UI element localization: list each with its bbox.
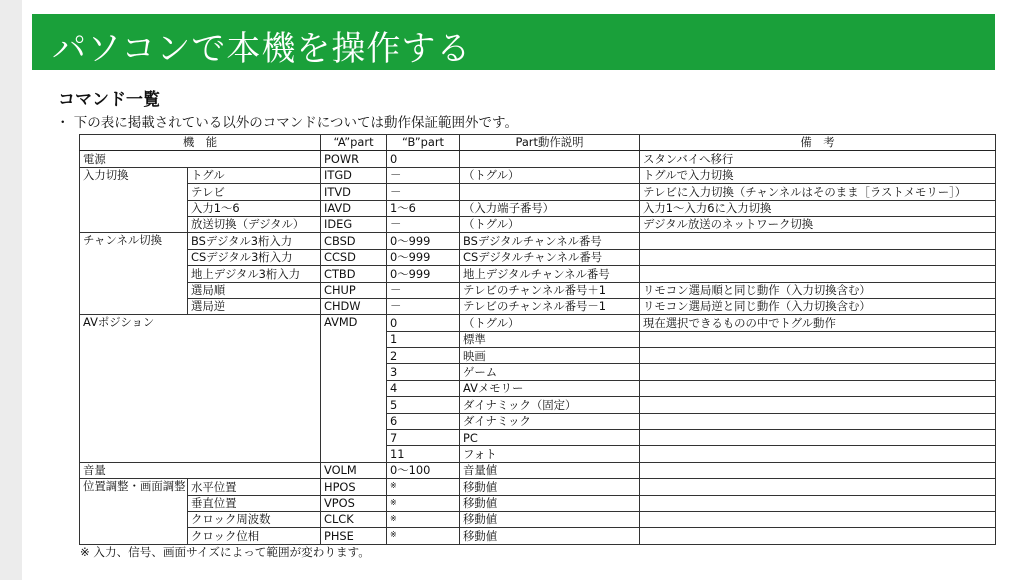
remarks-cell: デジタル放送のネットワーク切換 <box>640 216 996 232</box>
header-remarks: 備 考 <box>640 135 996 151</box>
a-part-cell: IAVD <box>321 200 387 216</box>
description-cell: ゲーム <box>460 364 640 380</box>
description-cell: PC <box>460 430 640 446</box>
description-cell: （入力端子番号） <box>460 200 640 216</box>
description-cell: 移動値 <box>460 528 640 544</box>
b-part-cell: 2 <box>387 348 460 364</box>
b-part-cell: 0～999 <box>387 233 460 249</box>
header-description: Part動作説明 <box>460 135 640 151</box>
table-row <box>80 184 996 200</box>
function-group-cell: 位置調整・画面調整 <box>80 479 188 545</box>
b-part-cell: ※ <box>387 495 460 511</box>
remarks-cell <box>640 348 996 364</box>
description-cell <box>460 151 640 167</box>
remarks-cell: リモコン選局逆と同じ動作（入力切換含む） <box>640 298 996 314</box>
sub-function-cell: 選局順 <box>188 282 321 298</box>
range-footnote: ※ 入力、信号、画面サイズによって範囲が変わります。 <box>80 545 370 559</box>
b-part-cell: 0～999 <box>387 266 460 282</box>
header-function: 機 能 <box>80 135 321 151</box>
remarks-cell <box>640 413 996 429</box>
remarks-cell: 入力1～入力6に入力切換 <box>640 200 996 216</box>
description-cell: 映画 <box>460 348 640 364</box>
a-part-cell: ITVD <box>321 184 387 200</box>
b-part-cell: 4 <box>387 380 460 396</box>
a-part-cell: CHUP <box>321 282 387 298</box>
remarks-cell <box>640 511 996 527</box>
sub-function-cell: 地上デジタル3桁入力 <box>188 266 321 282</box>
remarks-cell <box>640 380 996 396</box>
table-row <box>80 200 996 216</box>
table-row <box>80 528 996 544</box>
description-cell: 移動値 <box>460 479 640 495</box>
header-a-part: “A”part <box>321 135 387 151</box>
description-cell: AVメモリー <box>460 380 640 396</box>
table-row <box>80 249 996 265</box>
remarks-cell <box>640 528 996 544</box>
sub-function-cell: クロック周波数 <box>188 511 321 527</box>
sub-function-cell: 選局逆 <box>188 298 321 314</box>
a-part-cell: ITGD <box>321 167 387 183</box>
description-cell: 移動値 <box>460 511 640 527</box>
remarks-cell <box>640 462 996 478</box>
b-part-cell: 6 <box>387 413 460 429</box>
page-title: パソコンで本機を操作する <box>52 29 472 69</box>
b-part-cell: － <box>387 184 460 200</box>
description-cell: （トグル） <box>460 315 640 331</box>
table-row <box>80 479 996 495</box>
a-part-cell: PHSE <box>321 528 387 544</box>
b-part-cell: 0 <box>387 151 460 167</box>
table-row <box>80 511 996 527</box>
table-header-row <box>80 135 996 151</box>
function-cell: 音量 <box>80 462 321 478</box>
description-cell: ダイナミック（固定） <box>460 397 640 413</box>
command-table <box>79 134 996 545</box>
a-part-cell: IDEG <box>321 216 387 232</box>
header-b-part: “B”part <box>387 135 460 151</box>
sub-function-cell: CSデジタル3桁入力 <box>188 249 321 265</box>
function-group-cell: チャンネル切換 <box>80 233 188 315</box>
table-row <box>80 266 996 282</box>
description-cell: 音量値 <box>460 462 640 478</box>
a-part-cell: CTBD <box>321 266 387 282</box>
remarks-cell <box>640 397 996 413</box>
remarks-cell <box>640 364 996 380</box>
description-cell: （トグル） <box>460 216 640 232</box>
sub-function-cell: トグル <box>188 167 321 183</box>
sub-function-cell: 垂直位置 <box>188 495 321 511</box>
remarks-cell: 現在選択できるものの中でトグル動作 <box>640 315 996 331</box>
remarks-cell <box>640 495 996 511</box>
b-part-cell: 0～999 <box>387 249 460 265</box>
description-cell: 標準 <box>460 331 640 347</box>
description-cell: 地上デジタルチャンネル番号 <box>460 266 640 282</box>
table-row <box>80 462 996 478</box>
table-row <box>80 233 996 249</box>
sub-function-cell: 放送切換（デジタル） <box>188 216 321 232</box>
a-part-cell: CCSD <box>321 249 387 265</box>
table-row <box>80 315 996 331</box>
remarks-cell: スタンバイへ移行 <box>640 151 996 167</box>
remarks-cell <box>640 479 996 495</box>
sub-function-cell: テレビ <box>188 184 321 200</box>
b-part-cell: － <box>387 167 460 183</box>
left-gutter <box>0 0 23 580</box>
b-part-cell: 1 <box>387 331 460 347</box>
b-part-cell: 7 <box>387 430 460 446</box>
b-part-cell: ※ <box>387 479 460 495</box>
b-part-cell: 1～6 <box>387 200 460 216</box>
table-row <box>80 151 996 167</box>
table-row <box>80 216 996 232</box>
b-part-cell: 0 <box>387 315 460 331</box>
description-cell <box>460 184 640 200</box>
description-cell: （トグル） <box>460 167 640 183</box>
sub-function-cell: 入力1～6 <box>188 200 321 216</box>
remarks-cell <box>640 233 996 249</box>
remarks-cell <box>640 331 996 347</box>
section-heading: コマンド一覧 <box>58 90 160 110</box>
warranty-note: ・ 下の表に掲載されている以外のコマンドについては動作保証範囲外です。 <box>56 115 518 131</box>
b-part-cell: ※ <box>387 528 460 544</box>
remarks-cell <box>640 249 996 265</box>
remarks-cell <box>640 430 996 446</box>
a-part-cell: CLCK <box>321 511 387 527</box>
description-cell: テレビのチャンネル番号－1 <box>460 298 640 314</box>
remarks-cell <box>640 266 996 282</box>
b-part-cell: － <box>387 216 460 232</box>
sub-function-cell: 水平位置 <box>188 479 321 495</box>
b-part-cell: 0～100 <box>387 462 460 478</box>
b-part-cell: 3 <box>387 364 460 380</box>
title-banner <box>32 14 995 70</box>
description-cell: テレビのチャンネル番号＋1 <box>460 282 640 298</box>
b-part-cell: － <box>387 298 460 314</box>
b-part-cell: 11 <box>387 446 460 462</box>
function-group-cell: 入力切換 <box>80 167 188 233</box>
function-cell: 電源 <box>80 151 321 167</box>
a-part-cell: POWR <box>321 151 387 167</box>
sub-function-cell: クロック位相 <box>188 528 321 544</box>
description-cell: 移動値 <box>460 495 640 511</box>
a-part-cell: AVMD <box>321 315 387 463</box>
sub-function-cell: BSデジタル3桁入力 <box>188 233 321 249</box>
a-part-cell: CBSD <box>321 233 387 249</box>
function-group-cell: AVポジション <box>80 315 321 463</box>
description-cell: ダイナミック <box>460 413 640 429</box>
remarks-cell <box>640 446 996 462</box>
description-cell: CSデジタルチャンネル番号 <box>460 249 640 265</box>
table-row <box>80 167 996 183</box>
table-row <box>80 298 996 314</box>
document-page <box>22 0 1012 580</box>
table-row <box>80 495 996 511</box>
a-part-cell: VOLM <box>321 462 387 478</box>
b-part-cell: － <box>387 282 460 298</box>
b-part-cell: ※ <box>387 511 460 527</box>
remarks-cell: トグルで入力切換 <box>640 167 996 183</box>
a-part-cell: HPOS <box>321 479 387 495</box>
a-part-cell: CHDW <box>321 298 387 314</box>
remarks-cell: リモコン選局順と同じ動作（入力切換含む） <box>640 282 996 298</box>
a-part-cell: VPOS <box>321 495 387 511</box>
remarks-cell: テレビに入力切換（チャンネルはそのまま［ラストメモリー］） <box>640 184 996 200</box>
description-cell: BSデジタルチャンネル番号 <box>460 233 640 249</box>
description-cell: フォト <box>460 446 640 462</box>
b-part-cell: 5 <box>387 397 460 413</box>
table-row <box>80 282 996 298</box>
